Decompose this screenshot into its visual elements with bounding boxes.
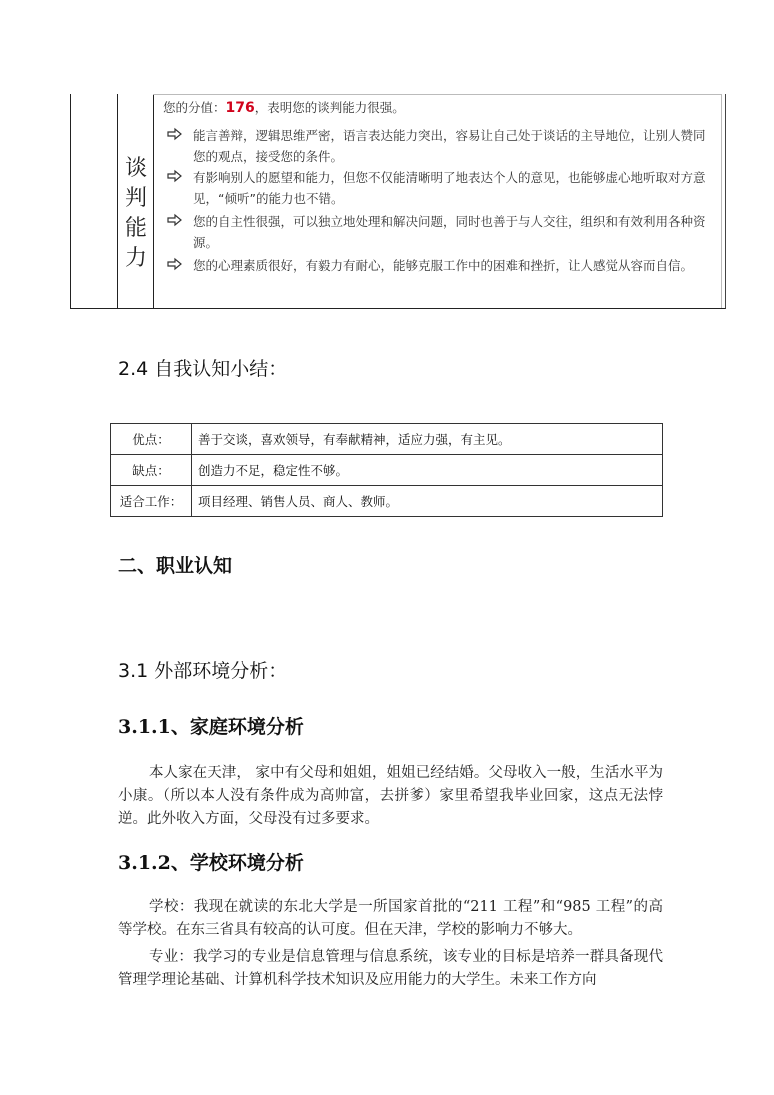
section-heading-3-1-1: 3.1.1、家庭环境分析: [118, 716, 304, 738]
bullet-text: 您的自主性很强，可以独立地处理和解决问题，同时也善于与人交往，组织和有效利用各种资源。: [193, 214, 706, 250]
table-row: [111, 486, 663, 517]
summary-value: 项目经理、销售人员、商人、教师。: [192, 486, 663, 517]
score-value: 176: [225, 100, 255, 116]
category-char: 谈: [124, 156, 147, 181]
category-char: 能: [124, 216, 147, 241]
table-row: [111, 455, 663, 486]
list-item: [193, 255, 713, 276]
summary-key: 适合工作：: [111, 486, 192, 517]
summary-key: 优点：: [111, 424, 192, 455]
table-divider: [117, 94, 118, 308]
bullet-text: 您的心理素质很好，有毅力有耐心，能够克服工作中的困难和挫折，让人感觉从容而自信。: [193, 258, 694, 273]
arrow-right-icon: [167, 213, 183, 227]
table-divider: [153, 94, 721, 95]
arrow-right-icon: [167, 169, 183, 183]
self-awareness-summary-table: [110, 423, 663, 517]
score-suffix: ，表明您的谈判能力很强。: [254, 100, 405, 115]
arrow-right-icon: [167, 257, 183, 271]
section-heading-2-4: 2.4 自我认知小结：: [118, 358, 288, 380]
list-item: [193, 125, 713, 167]
summary-value: 善于交谈，喜欢领导，有奉献精神，适应力强，有主见。: [192, 424, 663, 455]
section-heading-3-1-2: 3.1.2、学校环境分析: [118, 852, 304, 874]
major-paragraph: 专业：我学习的专业是信息管理与信息系统，该专业的目标是培养一群具备现代管理学理论基础、计算机科学技术知识及应用能力的大学生。未来工作方向: [118, 949, 663, 988]
score-line: [163, 98, 405, 116]
section-heading-3-1: 3.1 外部环境分析：: [118, 660, 288, 682]
chapter-heading-2: 二、职业认知: [118, 555, 233, 577]
list-item: [193, 167, 713, 209]
negotiation-ability-table: [70, 94, 726, 309]
summary-key: 缺点：: [111, 455, 192, 486]
table-row: [111, 424, 663, 455]
table-divider: [153, 94, 154, 308]
bullet-text: 有影响别人的愿望和能力，但您不仅能清晰明了地表达个人的意见，也能够虚心地听取对方意见，“倾听”的能力也不错。: [193, 170, 706, 206]
school-paragraph: 学校：我现在就读的东北大学是一所国家首批的“211 工程”和“985 工程”的高等学校。在东三省具有较高的认可度。但在天津，学校的影响力不够大。: [118, 899, 663, 938]
list-item: [193, 211, 713, 253]
summary-value: 创造力不足，稳定性不够。: [192, 455, 663, 486]
arrow-right-icon: [167, 127, 183, 141]
category-char: 判: [124, 186, 147, 211]
category-label: [119, 154, 153, 274]
category-char: 力: [124, 246, 147, 271]
score-prefix: 您的分值：: [163, 100, 226, 115]
bullet-text: 能言善辩，逻辑思维严密，语言表达能力突出，容易让自己处于谈话的主导地位，让别人赞同您的观点，接受您的条件。: [193, 128, 706, 164]
family-environment-paragraph: 本人家在天津， 家中有父母和姐姐，姐姐已经结婚。父母收入一般，生活水平为小康。（所以本人没有条件成为高帅富，去拼爹）家里希望我毕业回家，这点无法悖逆。此外收入方面，父母没有过多要求。: [118, 765, 663, 827]
table-divider: [721, 94, 722, 308]
